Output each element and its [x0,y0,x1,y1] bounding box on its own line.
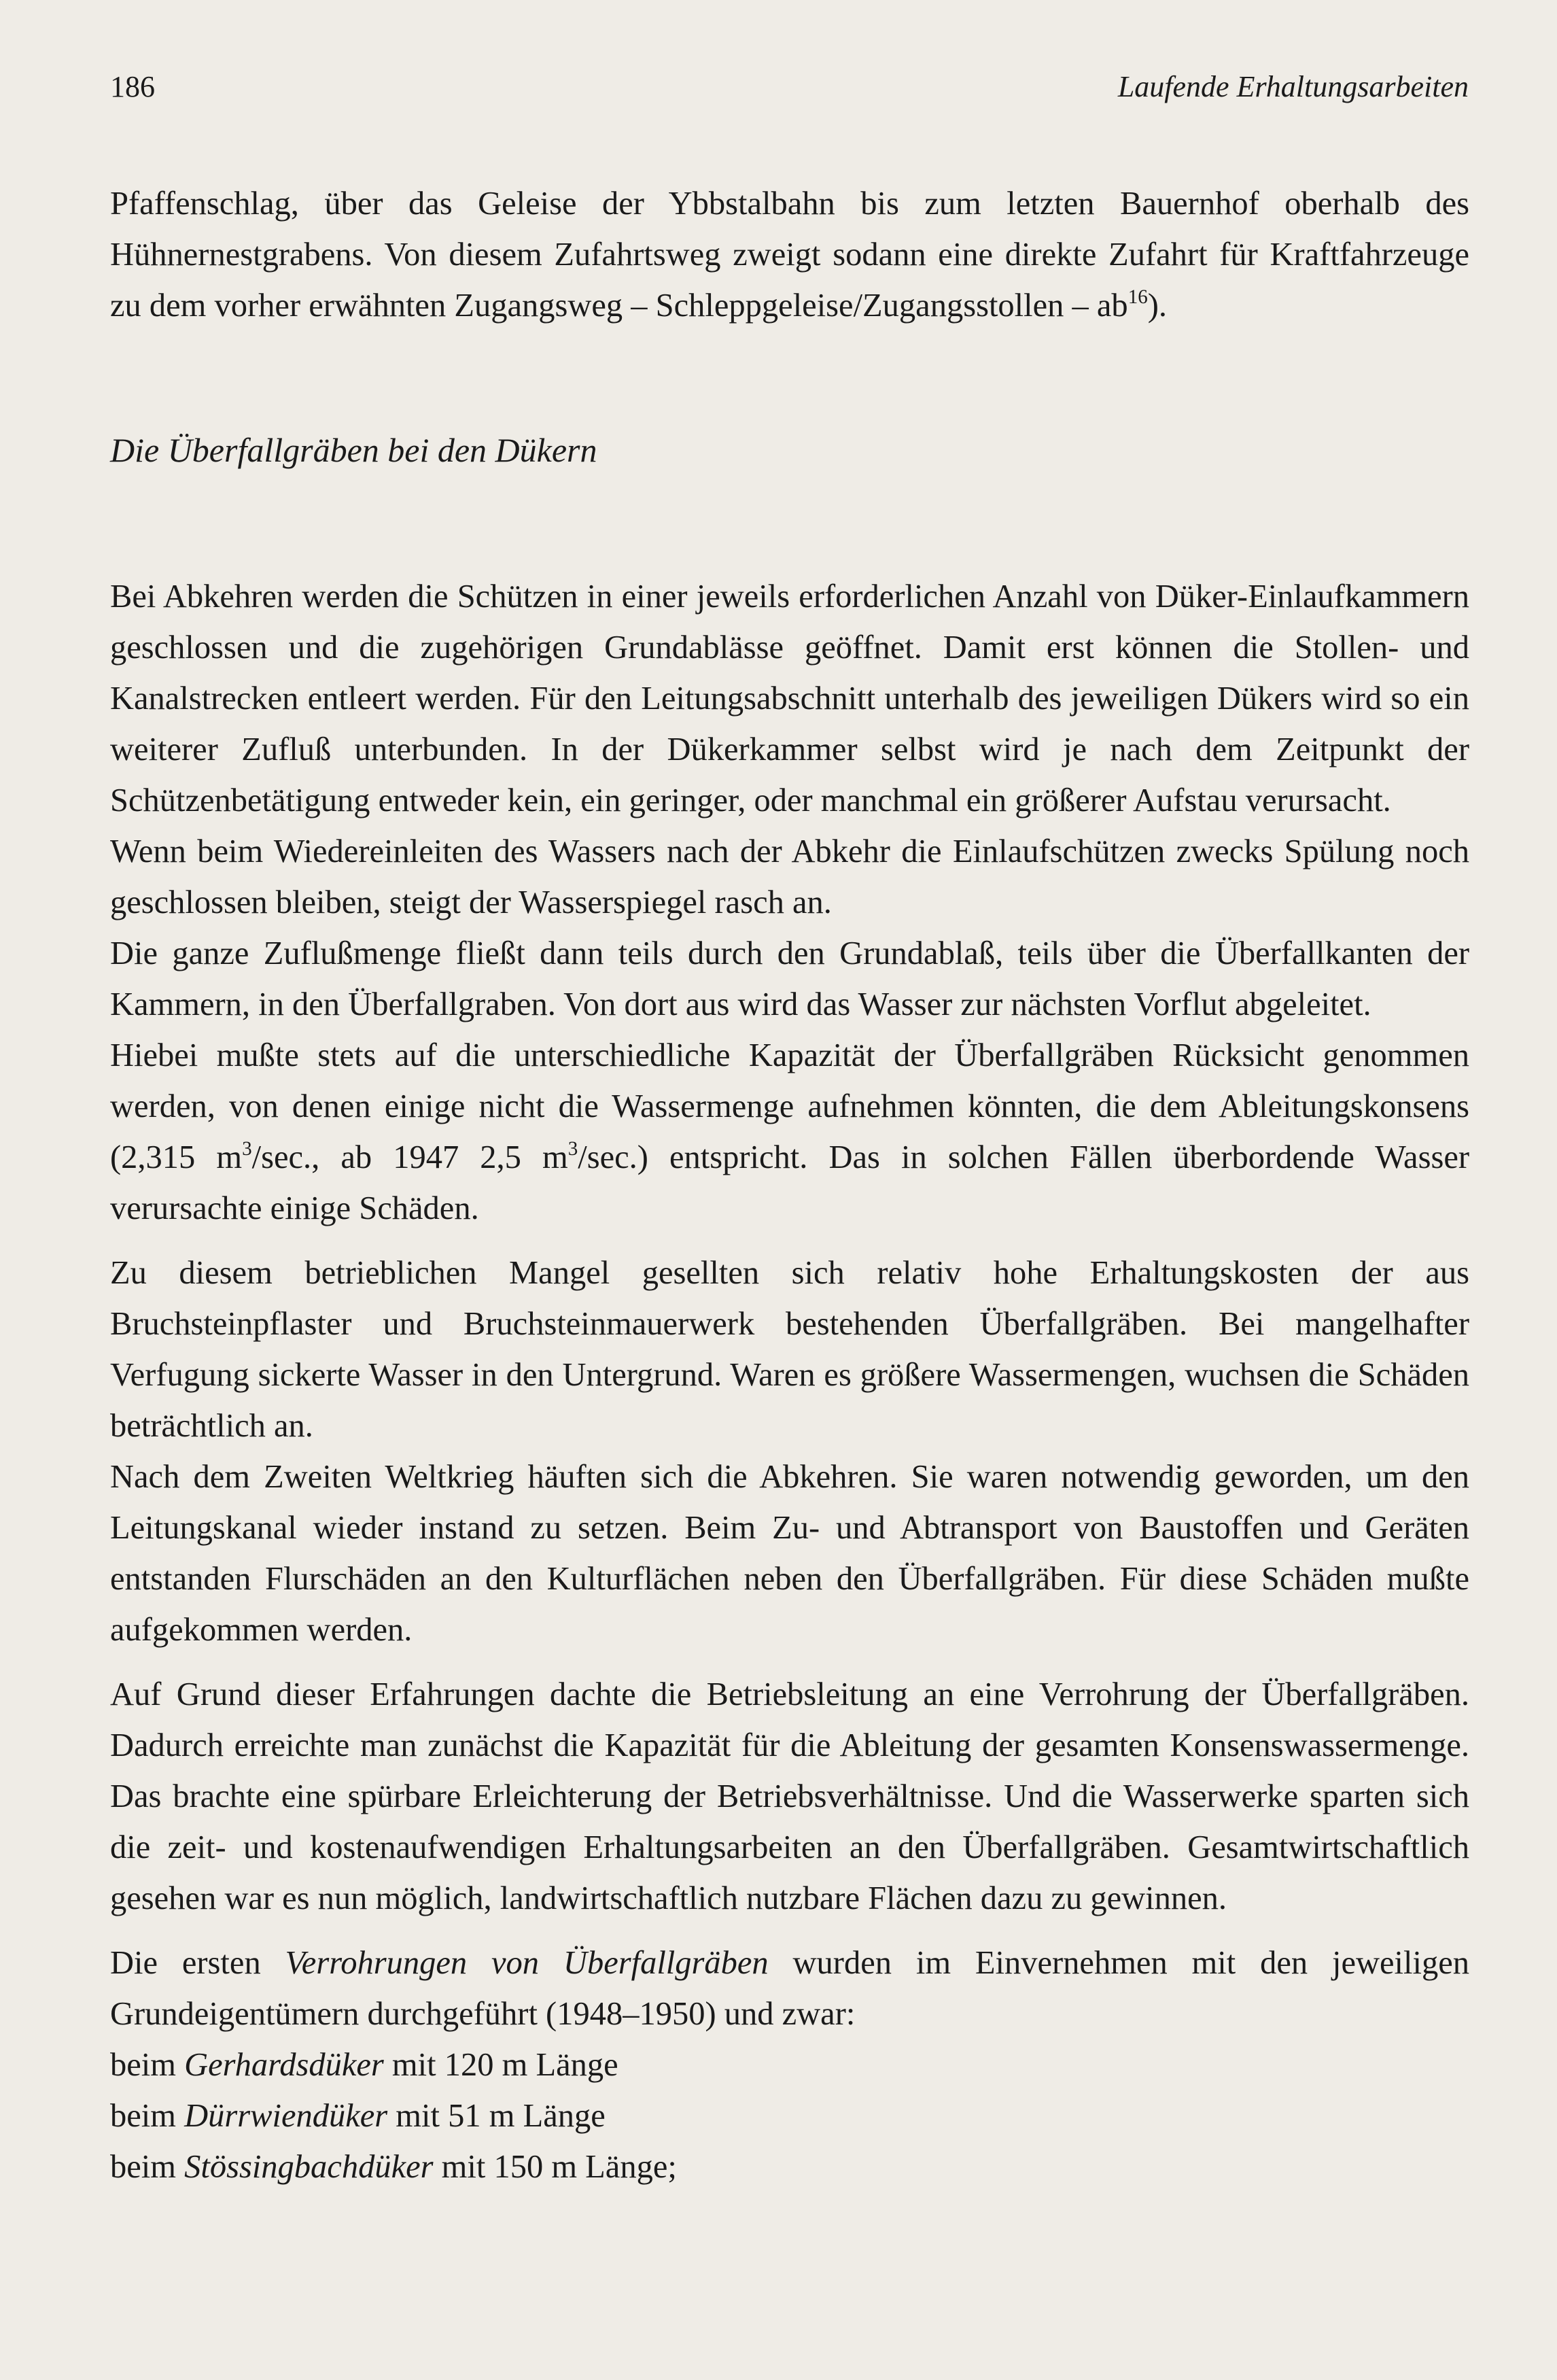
list-suffix: mit 120 m Länge [383,2047,618,2083]
final-lead: Die ersten [110,1945,285,1981]
paragraph: Auf Grund dieser Erfahrungen dachte die Betriebsleitung an eine Verrohrung der Überfallgräben. Dadurch erreichte man zunächst die Kapazität für die Ableitung der gesamten Konsenswassermenge. Das brachte eine spürbare Erleichterung der Betriebsverhältnisse. Und die Wasserwerke sparten sich die zeit- und kostenaufwendigen Erhaltungsarbeiten an den Überfallgräben. Gesamtwirtschaftlich gesehen war es nun möglich, landwirtschaftlich nutzbare Flächen dazu zu gewinnen. [110,1676,1469,1916]
intro-paragraph [110,178,1469,331]
dueker-name: Dürrwiendüker [184,2098,388,2134]
final-italic: Verrohrungen von Überfallgräben [285,1945,769,1981]
list-item [110,2039,1469,2090]
page-header [110,67,1469,107]
capacity-text-1: Hiebei mußte stets auf die unterschiedliche Kapazität der Überfallgräben Rücksicht genommen werden, von denen einige nicht die Wassermenge aufnehmen könnten, die dem Ableitungskonsens (2,315 m [110,1037,1469,1175]
list-suffix: mit 51 m Länge [387,2098,606,2134]
list-item [110,2090,1469,2141]
page-body [110,178,1469,2192]
paragraph: Nach dem Zweiten Weltkrieg häuften sich die Abkehren. Sie waren notwendig geworden, um den Leitungskanal wieder instand zu setzen. Beim Zu- und Abtransport von Baustoffen und Geräten entstanden Flurschäden an den Kulturflächen neben den Überfallgräben. Für diese Schäden mußte aufgekommen werden. [110,1459,1469,1648]
final-paragraph [110,1937,1469,2039]
final-rest: wurden im Einvernehmen mit den jeweiligen Grundeigentümern durchgeführt (1948–1950) und zwar: [110,1945,1469,2032]
intro-tail: ). [1147,288,1168,324]
capacity-text-2: /sec., ab 1947 2,5 m [251,1139,568,1175]
page-number: 186 [110,70,155,103]
section-heading: Die Überfallgräben bei den Dükern [110,431,597,469]
dueker-name: Gerhardsdüker [184,2047,384,2083]
list-item [110,2141,1469,2192]
capacity-text-3: /sec.) entspricht. Das in solchen Fällen überbordende Wasser verursachte einige Schäden. [110,1139,1469,1226]
footnote-ref: 16 [1127,286,1148,309]
list-suffix: mit 150 m Länge; [433,2149,677,2185]
cubic-superscript: 3 [242,1138,252,1160]
intro-text: Pfaffenschlag, über das Geleise der Ybbstalbahn bis zum letzten Bauernhof oberhalb des Hühnernestgrabens. Von diesem Zufahrtsweg zweigt sodann eine direkte Zufahrt für Kraftfahrzeuge zu dem vorher erwähnten Zugangsweg – Schleppgeleise/Zugangsstollen – ab [110,186,1469,324]
capacity-paragraph [110,1030,1469,1234]
dueker-name: Stössingbachdüker [184,2149,434,2185]
cubic-superscript: 3 [567,1138,578,1160]
running-title: Laufende Erhaltungsarbeiten [1117,70,1469,103]
list-prefix: beim [110,2047,185,2083]
paragraph: Zu diesem betrieblichen Mangel gesellten sich relativ hohe Erhaltungskosten der aus Bruchsteinpflaster und Bruchsteinmauerwerk bestehenden Überfallgräben. Bei mangelhafter Verfugung sickerte Wasser in den Untergrund. Waren es größere Wassermengen, wuchsen die Schäden beträchtlich an. [110,1255,1469,1444]
paragraph: Die ganze Zuflußmenge fließt dann teils durch den Grundablaß, teils über die Überfallkanten der Kammern, in den Überfallgraben. Von dort aus wird das Wasser zur nächsten Vorflut abgeleitet. [110,935,1469,1022]
list-prefix: beim [110,2098,185,2134]
paragraph: Wenn beim Wiedereinleiten des Wassers nach der Abkehr die Einlaufschützen zwecks Spülung noch geschlossen bleiben, steigt der Wasserspiegel rasch an. [110,833,1469,920]
paragraph: Bei Abkehren werden die Schützen in einer jeweils erforderlichen Anzahl von Düker-Einlaufkammern geschlossen und die zugehörigen Grundablässe geöffnet. Damit erst können die Stollen- und Kanalstrecken entleert werden. Für den Leitungsabschnitt unterhalb des jeweiligen Dükers wird so ein weiterer Zufluß unterbunden. In der Dükerkammer selbst wird je nach dem Zeitpunkt der Schützenbetätigung entweder kein, ein geringer, oder manchmal ein größerer Aufstau verursacht. [110,579,1469,818]
list-prefix: beim [110,2149,185,2185]
